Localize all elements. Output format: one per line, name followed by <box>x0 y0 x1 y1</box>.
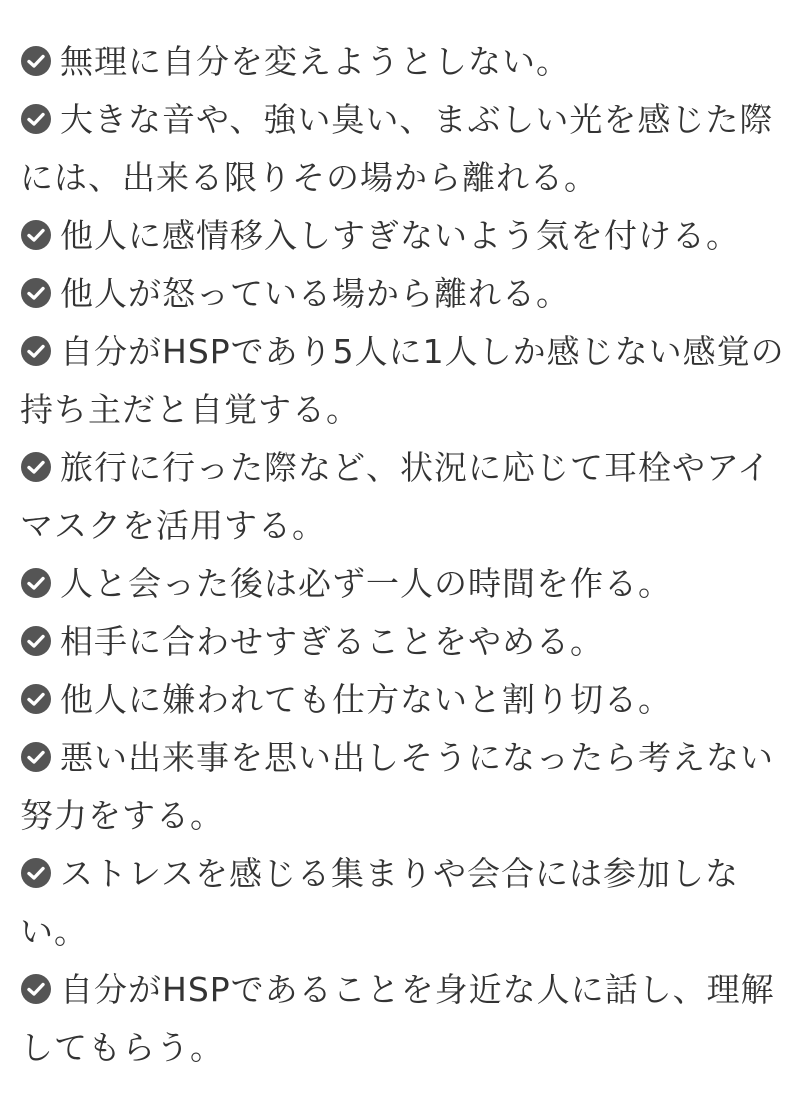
list-item <box>20 207 785 265</box>
check-circle-icon <box>20 741 52 773</box>
list-item <box>20 555 785 613</box>
list-item-text: 無理に自分を変えようとしない。 <box>60 42 570 81</box>
check-circle-icon <box>20 103 52 135</box>
check-circle-icon <box>20 335 52 367</box>
hsp-tips-checklist <box>20 33 785 1077</box>
check-circle-icon <box>20 567 52 599</box>
check-circle-icon <box>20 857 52 889</box>
list-item <box>20 33 785 91</box>
list-item <box>20 845 785 961</box>
check-circle-icon <box>20 625 52 657</box>
list-item <box>20 729 785 845</box>
list-item <box>20 323 785 439</box>
list-item-text: 自分がHSPであることを身近な人に話し、理解してもらう。 <box>20 970 775 1067</box>
check-circle-icon <box>20 683 52 715</box>
list-item-text: 他人が怒っている場から離れる。 <box>60 274 570 313</box>
check-circle-icon <box>20 219 52 251</box>
list-item <box>20 961 785 1077</box>
check-circle-icon <box>20 973 52 1005</box>
list-item <box>20 439 785 555</box>
list-item-text: 他人に嫌われても仕方ないと割り切る。 <box>60 680 672 719</box>
list-item-text: 人と会った後は必ず一人の時間を作る。 <box>60 564 672 603</box>
list-item-text: 他人に感情移入しすぎないよう気を付ける。 <box>60 216 740 255</box>
check-circle-icon <box>20 45 52 77</box>
list-item-text: 悪い出来事を思い出しそうになったら考えない努力をする。 <box>20 738 774 835</box>
check-circle-icon <box>20 451 52 483</box>
list-item-text: ストレスを感じる集まりや会合には参加しない。 <box>20 854 740 951</box>
list-item-text: 旅行に行った際など、状況に応じて耳栓やアイマスクを活用する。 <box>20 448 772 545</box>
check-circle-icon <box>20 277 52 309</box>
list-item-text: 大きな音や、強い臭い、まぶしい光を感じた際には、出来る限りその場から離れる。 <box>20 100 774 197</box>
list-item-text: 相手に合わせすぎることをやめる。 <box>60 622 604 661</box>
list-item <box>20 91 785 207</box>
list-item <box>20 671 785 729</box>
list-item <box>20 265 785 323</box>
list-item-text: 自分がHSPであり5人に1人しか感じない感覚の持ち主だと自覚する。 <box>20 332 785 429</box>
list-item <box>20 613 785 671</box>
